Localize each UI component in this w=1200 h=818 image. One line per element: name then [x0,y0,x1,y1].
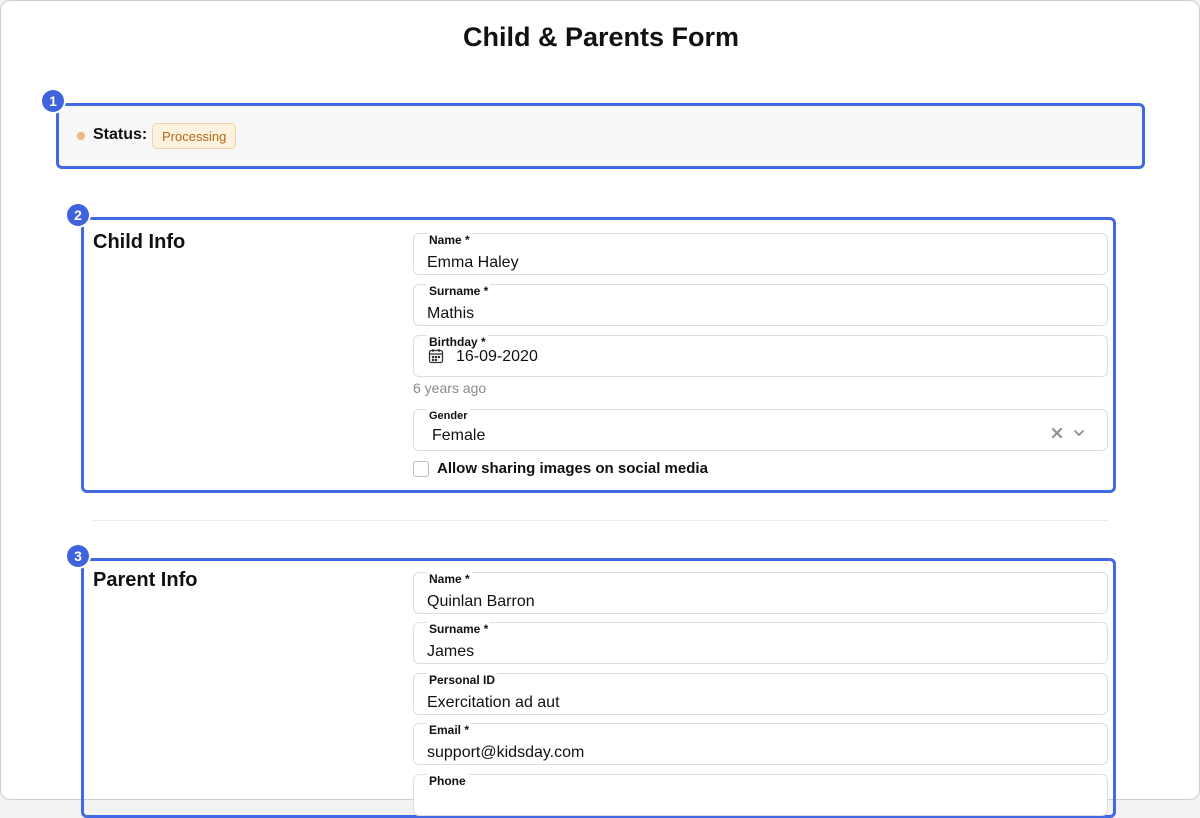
status-dot-icon [77,132,85,140]
child-surname-value: Mathis [427,305,475,322]
parent-email-value: support@kidsday.com [427,744,585,761]
child-surname-label: Surname * [429,284,489,298]
status-label: Status: [93,126,148,143]
annotation-badge-2: 2 [67,204,89,226]
annotation-badge-3: 3 [67,545,89,567]
parent-surname-label: Surname * [429,622,489,636]
close-icon[interactable] [1050,426,1064,440]
child-name-field[interactable] [413,233,1108,275]
parent-email-label: Email * [429,723,470,737]
parent-personal-id-value: Exercitation ad aut [427,694,560,711]
parent-name-field[interactable] [413,572,1108,614]
parent-personal-id-field[interactable] [413,673,1108,715]
parent-phone-label: Phone [429,774,466,788]
parent-surname-field[interactable] [413,622,1108,664]
status-badge: Processing [152,123,236,149]
child-name-label: Name * [429,233,470,247]
chevron-down-icon[interactable] [1072,426,1086,440]
page-title: Child & Parents Form [462,22,740,52]
child-birthday-value: 16-09-2020 [456,348,538,365]
annotation-badge-1: 1 [42,90,64,112]
child-gender-select[interactable] [413,409,1108,451]
child-info-title: Child Info [93,231,186,253]
child-gender-value: Female [432,427,486,444]
child-birthday-label: Birthday * [429,335,486,349]
parent-email-field[interactable] [413,723,1108,765]
parent-info-title: Parent Info [93,569,198,591]
parent-personal-id-label: Personal ID [429,673,496,687]
section-divider [93,520,1108,521]
social-media-checkbox-label[interactable]: Allow sharing images on social media [437,460,708,477]
child-gender-label: Gender [429,410,468,422]
parent-name-label: Name * [429,572,470,586]
social-media-checkbox[interactable] [413,461,429,477]
calendar-icon[interactable] [428,348,444,364]
parent-name-value: Quinlan Barron [427,593,535,610]
parent-phone-field[interactable] [413,774,1108,816]
parent-surname-value: James [427,643,475,660]
child-age-hint: 6 years ago [413,380,487,396]
child-name-value: Emma Haley [427,254,519,271]
child-birthday-field[interactable] [413,335,1108,377]
child-surname-field[interactable] [413,284,1108,326]
